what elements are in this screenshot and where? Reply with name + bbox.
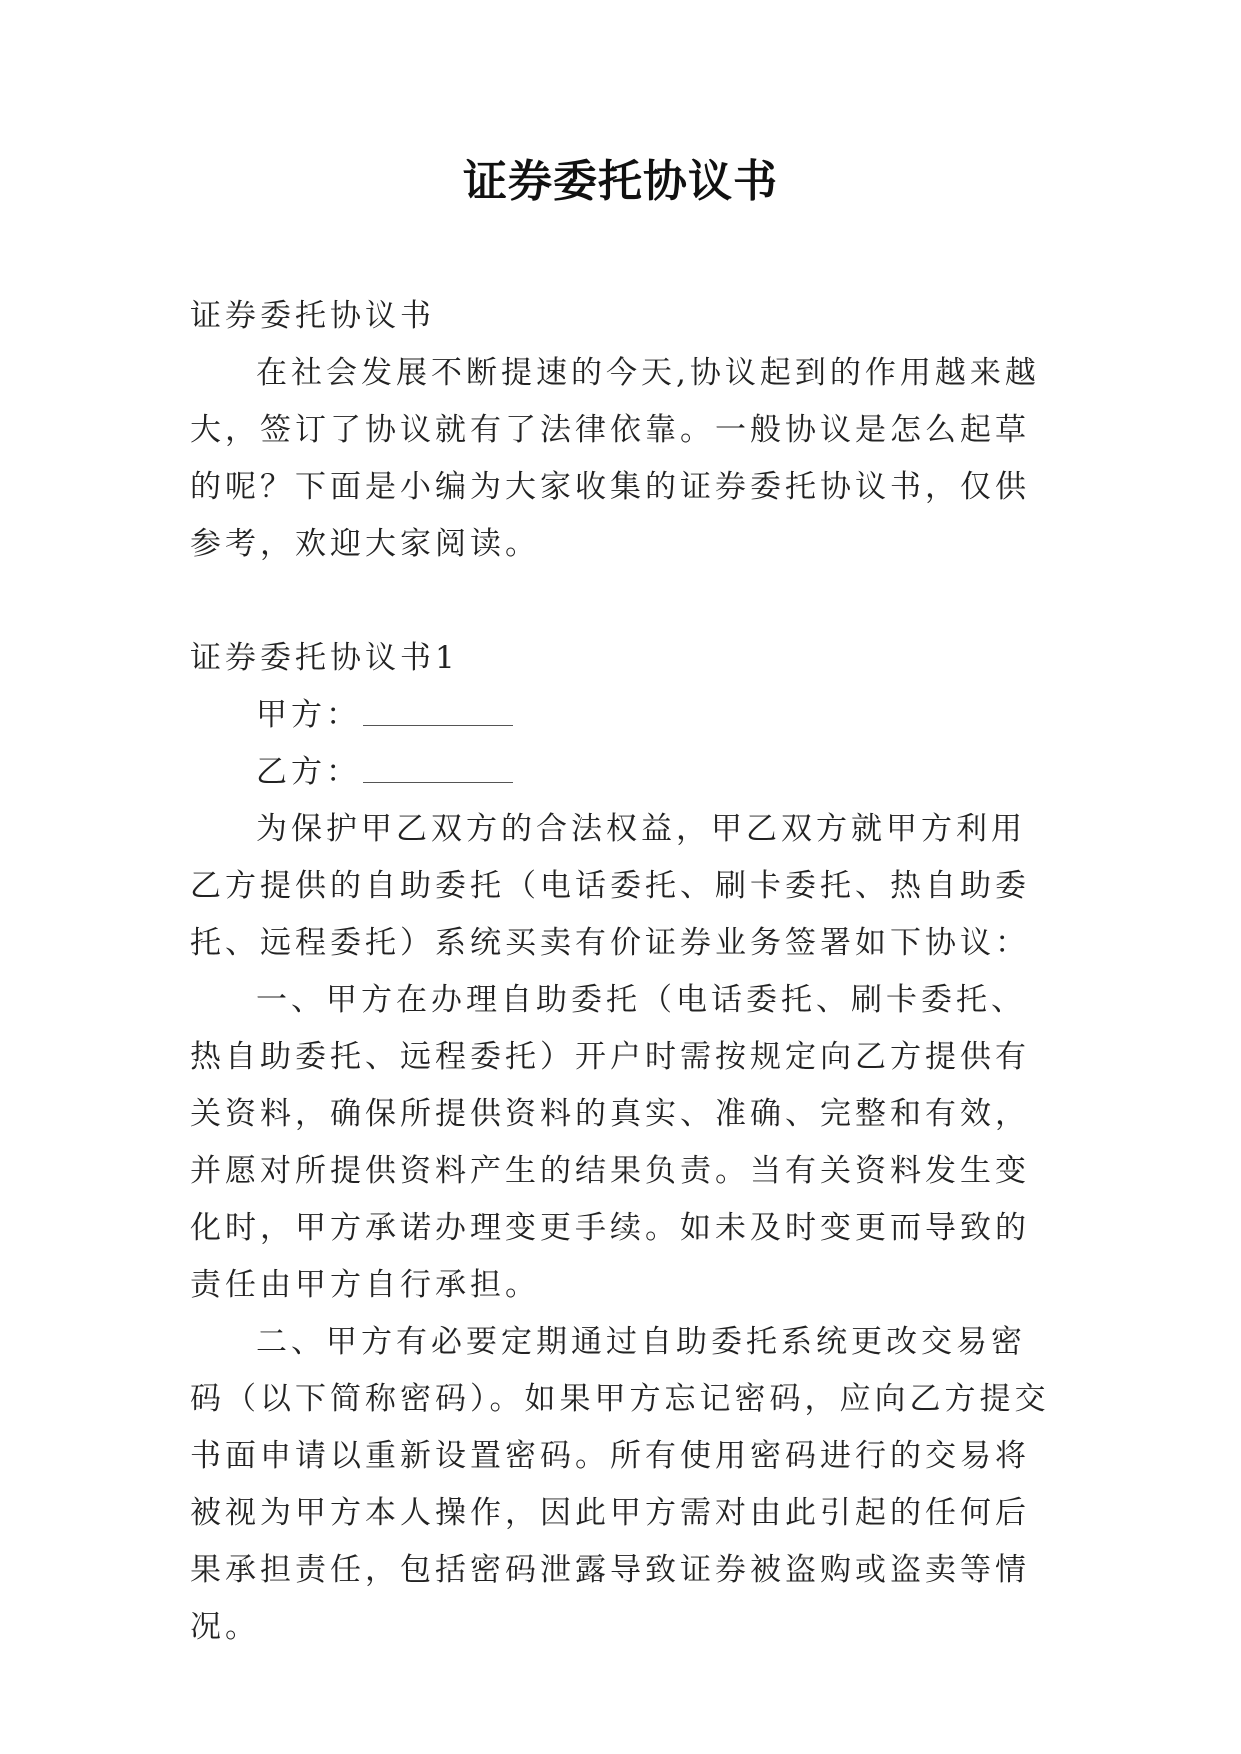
party-b-label: 乙方： xyxy=(256,754,361,790)
party-b-line xyxy=(190,744,1052,801)
subtitle: 证券委托协议书 xyxy=(190,298,435,334)
party-a-label: 甲方： xyxy=(256,697,361,733)
document-body xyxy=(190,288,1052,1656)
section-heading: 证券委托协议书1 xyxy=(190,640,459,676)
preamble-paragraph: 为保护甲乙双方的合法权益，甲乙双方就甲方利用乙方提供的自助委托（电话委托、刷卡委托、热自助委托、远程委托）系统买卖有价证券业务签署如下协议： xyxy=(190,811,1030,961)
intro-paragraph: 在社会发展不断提速的今天,协议起到的作用越来越大，签订了协议就有了法律依靠。一般协议是怎么起草的呢？下面是小编为大家收集的证券委托协议书，仅供参考，欢迎大家阅读。 xyxy=(190,355,1040,562)
spacer xyxy=(190,573,1052,630)
document-title: 证券委托协议书 xyxy=(463,156,778,207)
party-a-line xyxy=(190,687,1052,744)
clause-1-paragraph: 一、甲方在办理自助委托（电话委托、刷卡委托、热自助委托、远程委托）开户时需按规定向乙方提供有关资料，确保所提供资料的真实、准确、完整和有效，并愿对所提供资料产生的结果负责。当有关资料发生变化时，甲方承诺办理变更手续。如未及时变更而导致的责任由甲方自行承担。 xyxy=(190,982,1030,1303)
party-a-blank xyxy=(363,707,513,726)
party-b-blank xyxy=(363,764,513,783)
clause-2-paragraph: 二、甲方有必要定期通过自助委托系统更改交易密码（以下简称密码）。如果甲方忘记密码，应向乙方提交书面申请以重新设置密码。所有使用密码进行的交易将被视为甲方本人操作，因此甲方需对由此引起的任何后果承担责任，包括密码泄露导致证券被盗购或盗卖等情况。 xyxy=(190,1324,1050,1645)
